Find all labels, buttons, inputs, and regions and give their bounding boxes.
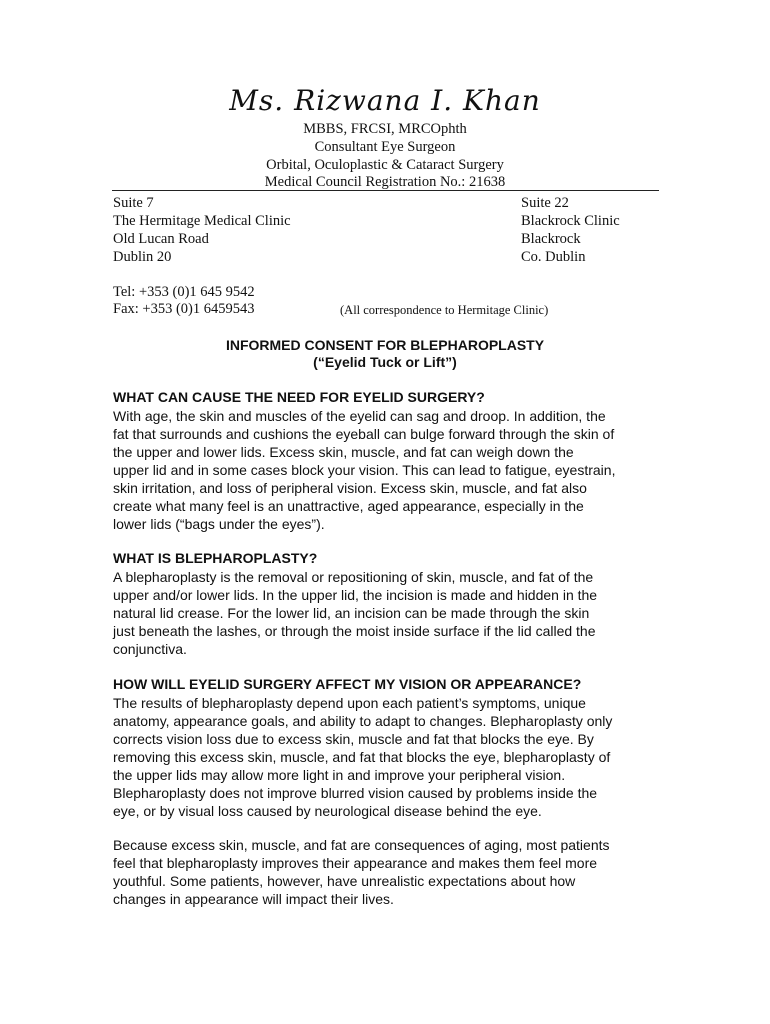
text-line: With age, the skin and muscles of the eyelid can sag and droop. In addition, the <box>113 408 606 424</box>
text-line: create what many feel is an unattractive, aged appearance, especially in the <box>113 498 584 514</box>
text-line: the upper and lower lids. Excess skin, muscle, and fat can weigh down the <box>113 444 574 460</box>
text-line: skin irritation, and loss of peripheral vision. Excess skin, muscle, and fat also <box>113 480 587 496</box>
address-line: Co. Dublin <box>521 249 586 265</box>
address-blackrock <box>521 194 620 266</box>
text-line: youthful. Some patients, however, have unrealistic expectations about how <box>113 873 576 889</box>
text-line: eye, or by visual loss caused by neurological disease behind the eye. <box>113 803 542 819</box>
address-line: The Hermitage Medical Clinic <box>113 213 291 229</box>
text-line: upper lid and in some cases block your vision. This can lead to fatigue, eyestrain, <box>113 462 616 478</box>
document-subtitle: (“Eyelid Tuck or Lift”) <box>313 354 457 370</box>
section-heading: HOW WILL EYELID SURGERY AFFECT MY VISION OR APPEARANCE? <box>113 676 582 692</box>
text-line: A blepharoplasty is the removal or repositioning of skin, muscle, and fat of the <box>113 569 594 585</box>
text-line: upper and/or lower lids. In the upper lid, the incision is made and hidden in the <box>113 587 598 603</box>
text-line: just beneath the lashes, or through the moist inside surface if the lid called the <box>113 623 596 639</box>
address-line: Blackrock <box>521 231 581 247</box>
fax: Fax: +353 (0)1 6459543 <box>113 301 255 317</box>
telephone: Tel: +353 (0)1 645 9542 <box>113 284 255 300</box>
address-line: Old Lucan Road <box>113 231 209 247</box>
text-line: removing this excess skin, muscle, and fat that blocks the eye, blepharoplasty of <box>113 749 611 765</box>
text-line: The results of blepharoplasty depend upon each patient’s symptoms, unique <box>113 695 586 711</box>
text-line: feel that blepharoplasty improves their appearance and makes them feel more <box>113 855 598 871</box>
section-body <box>113 694 612 820</box>
text-line: fat that surrounds and cushions the eyeball can bulge forward through the skin of <box>113 426 615 442</box>
text-line: changes in appearance will impact their lives. <box>113 891 394 907</box>
text-line: conjunctiva. <box>113 641 187 657</box>
surgeon-name: Ms. Rizwana I. Khan <box>229 84 541 117</box>
closing-paragraph <box>113 836 610 908</box>
text-line: lower lids (“bags under the eyes”). <box>113 516 325 532</box>
address-line: Blackrock Clinic <box>521 213 620 229</box>
text-line: Blepharoplasty does not improve blurred vision caused by problems inside the <box>113 785 598 801</box>
section-heading: WHAT IS BLEPHAROPLASTY? <box>113 550 318 566</box>
text-line: the upper lids may allow more light in and improve your peripheral vision. <box>113 767 566 783</box>
header-divider <box>112 190 659 191</box>
address-hermitage <box>113 194 291 266</box>
section-body <box>113 407 615 533</box>
address-line: Suite 7 <box>113 195 154 211</box>
text-line: anatomy, appearance goals, and ability to adapt to changes. Blepharoplasty only <box>113 713 613 729</box>
surgeon-role: Consultant Eye Surgeon <box>314 139 456 155</box>
text-line: natural lid crease. For the lower lid, an incision can be made through the skin <box>113 605 590 621</box>
address-line: Dublin 20 <box>113 249 172 265</box>
correspondence-note: (All correspondence to Hermitage Clinic) <box>340 303 549 317</box>
section-heading: WHAT CAN CAUSE THE NEED FOR EYELID SURGERY? <box>113 389 485 405</box>
surgeon-specialty: Orbital, Oculoplastic & Cataract Surgery <box>266 157 504 173</box>
document-title: INFORMED CONSENT FOR BLEPHAROPLASTY <box>225 337 545 353</box>
qualifications: MBBS, FRCSI, MRCOphth <box>303 121 467 137</box>
section-body <box>113 568 597 658</box>
text-line: corrects vision loss due to excess skin, muscle and fat that blocks the eye. By <box>113 731 594 747</box>
text-line: Because excess skin, muscle, and fat are consequences of aging, most patients <box>113 837 610 853</box>
registration-number: Medical Council Registration No.: 21638 <box>264 174 506 190</box>
address-line: Suite 22 <box>521 195 569 211</box>
